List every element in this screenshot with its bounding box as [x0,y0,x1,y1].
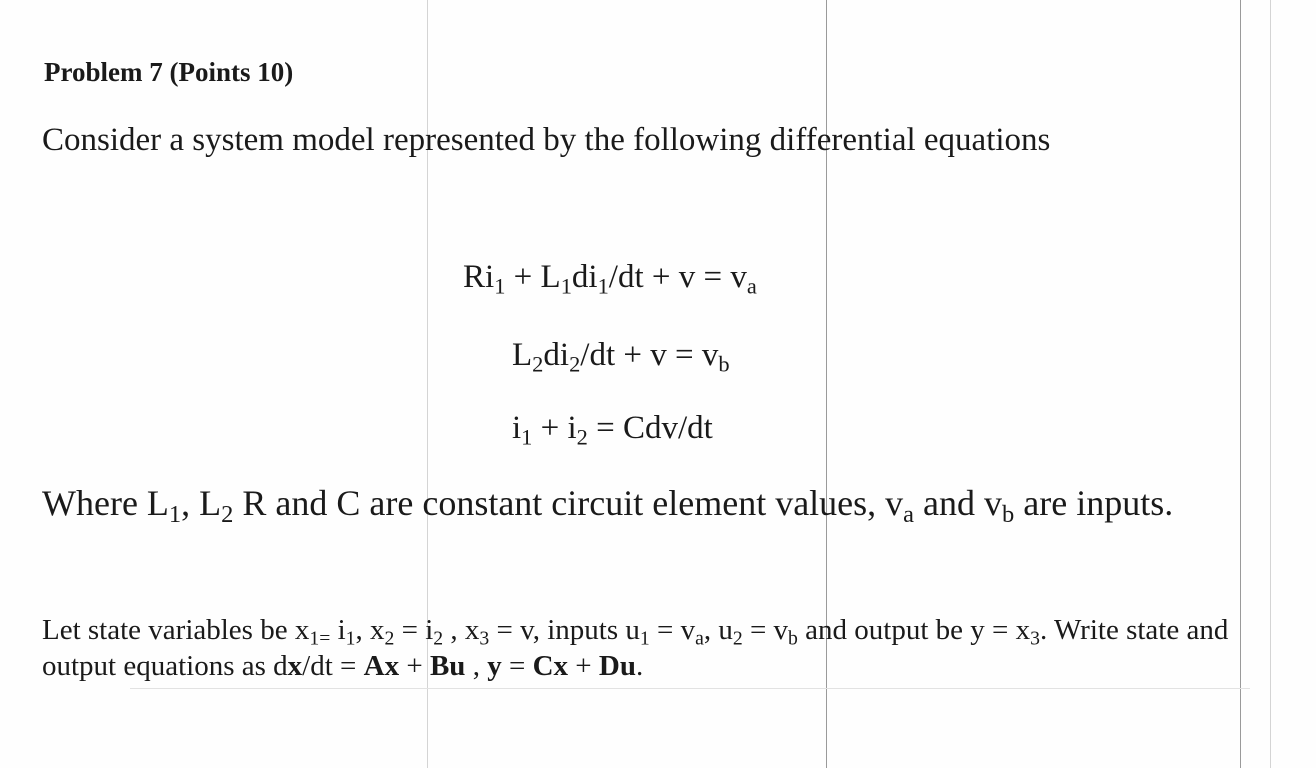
equation-2: $L_2di_2/dt + v = v_b$ [512,337,730,377]
scan-line-5 [130,688,1250,689]
problem-title: Problem 7 (Points 10) [44,57,294,87]
where-paragraph: Where $L_1$, $L_2$ R and C are constant circuit element values, $v_a$ and $v_b$ are inputs. [42,483,1174,528]
equation-3: $i_1 + i_2 = Cdv/dt$ [512,410,713,450]
state-variables-paragraph: Let state variables be $x_{1=}$ $i_1$, $x_2 = i_2$ , $x_3 = v$, inputs $u_1 = v_a$, $u_2 = v_b$ and output be $y = x_3$. Write state and output equations as dx/dt = Ax + Bu , y = Cx + Du. [42,614,1229,682]
problem-intro: Consider a system model represented by the following differential equations [42,122,1051,158]
equation-1: $Ri_1 + L_1di_1/dt + v = v_a$ [463,259,757,299]
